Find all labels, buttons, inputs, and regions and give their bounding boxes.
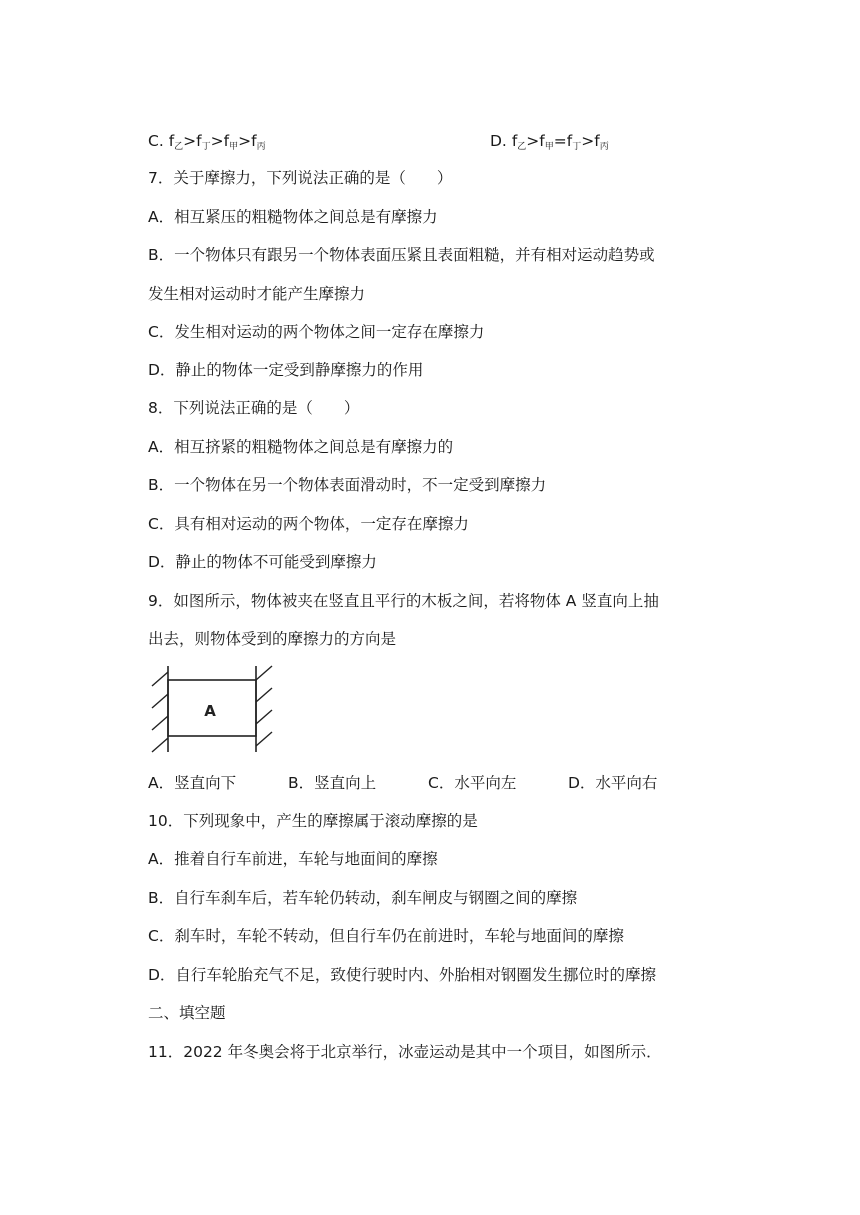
q6-c-symbol: f bbox=[223, 132, 230, 150]
q10-option-b: B．自行车刹车后，若车轮仍转动，刹车闸皮与钢圈之间的摩擦 bbox=[148, 889, 578, 907]
q6-c-symbol: f bbox=[196, 132, 202, 150]
q7-option-b-line1: B．一个物体只有跟另一个物体表面压紧且表面粗糙，并有相对运动趋势或 bbox=[148, 246, 655, 264]
q9-figure-svg bbox=[148, 664, 278, 756]
q10-option-c: C．刹车时，车轮不转动，但自行车仍在前进时，车轮与地面间的摩擦 bbox=[148, 927, 624, 945]
q8-option-b: B．一个物体在另一个物体表面滑动时，不一定受到摩擦力 bbox=[148, 476, 547, 494]
section-title-fill-in: 二、填空题 bbox=[148, 1004, 226, 1022]
q6-c-operator: > bbox=[183, 132, 197, 150]
q6-option-c-formula bbox=[169, 132, 266, 150]
q9-option-a: A．竖直向下 bbox=[148, 774, 237, 792]
q9-stem-line1: 9．如图所示，物体被夹在竖直且平行的木板之间，若将物体 A 竖直向上抽 bbox=[148, 592, 659, 610]
q9-option-b: B．竖直向上 bbox=[288, 774, 377, 792]
q6-c-subscript: 甲 bbox=[229, 142, 239, 152]
q6-c-operator: > bbox=[210, 132, 224, 150]
q7-option-b-line2: 发生相对运动时才能产生摩擦力 bbox=[148, 285, 366, 303]
q10-stem: 10．下列现象中，产生的摩擦属于滚动摩擦的是 bbox=[148, 812, 478, 830]
q9-stem-line2: 出去，则物体受到的摩擦力的方向是 bbox=[148, 630, 397, 648]
q10-option-a: A．推着自行车前进，车轮与地面间的摩擦 bbox=[148, 850, 438, 868]
q6-option-d-formula bbox=[512, 132, 609, 150]
q7-option-d: D．静止的物体一定受到静摩擦力的作用 bbox=[148, 361, 424, 379]
q8-option-d: D．静止的物体不可能受到摩擦力 bbox=[148, 553, 377, 571]
q6-c-symbol: f bbox=[168, 132, 175, 150]
q11-stem: 11．2022 年冬奥会将于北京举行，冰壶运动是其中一个项目，如图所示． bbox=[148, 1043, 662, 1061]
q6-c-symbol: f bbox=[251, 132, 257, 150]
q8-stem: 8．下列说法正确的是（ ） bbox=[148, 399, 360, 417]
q6-c-subscript: 丁 bbox=[201, 142, 211, 152]
q6-d-symbol: f bbox=[566, 132, 573, 150]
q6-d-operator: = bbox=[553, 132, 567, 150]
q9-option-c: C．水平向左 bbox=[428, 774, 517, 792]
q6-option-d bbox=[490, 131, 609, 157]
q6-d-symbol: f bbox=[539, 132, 545, 150]
block-a-label: A bbox=[204, 702, 216, 720]
q6-d-subscript: 丙 bbox=[599, 142, 609, 152]
q6-d-symbol: f bbox=[594, 132, 600, 150]
q8-option-c: C．具有相对运动的两个物体，一定存在摩擦力 bbox=[148, 515, 469, 533]
q6-option-d-label: D. bbox=[490, 132, 507, 150]
q6-d-operator: > bbox=[526, 132, 540, 150]
q6-d-subscript: 甲 bbox=[544, 142, 554, 152]
left-wall-hatching bbox=[152, 672, 168, 752]
q6-option-c-label: C. bbox=[148, 132, 164, 150]
q9-figure bbox=[148, 664, 278, 760]
q7-option-c: C．发生相对运动的两个物体之间一定存在摩擦力 bbox=[148, 323, 485, 341]
q9-options bbox=[148, 773, 657, 793]
q10-option-d: D．自行车轮胎充气不足，致使行驶时内、外胎相对钢圈发生挪位时的摩擦 bbox=[148, 966, 656, 984]
q6-d-operator: > bbox=[581, 132, 595, 150]
q6-option-c bbox=[148, 131, 266, 157]
q7-option-a: A．相互紧压的粗糙物体之间总是有摩擦力 bbox=[148, 208, 438, 226]
q6-d-subscript: 乙 bbox=[517, 142, 527, 152]
q9-option-d: D．水平向右 bbox=[568, 774, 658, 792]
q6-c-subscript: 丙 bbox=[256, 142, 266, 152]
q6-c-subscript: 乙 bbox=[174, 142, 184, 152]
q6-c-operator: > bbox=[238, 132, 252, 150]
q6-d-subscript: 丁 bbox=[572, 142, 582, 152]
right-wall-hatching bbox=[256, 666, 272, 746]
q8-option-a: A．相互挤紧的粗糙物体之间总是有摩擦力的 bbox=[148, 438, 454, 456]
q6-d-symbol: f bbox=[511, 132, 518, 150]
q7-stem: 7．关于摩擦力，下列说法正确的是（ ） bbox=[148, 169, 453, 187]
